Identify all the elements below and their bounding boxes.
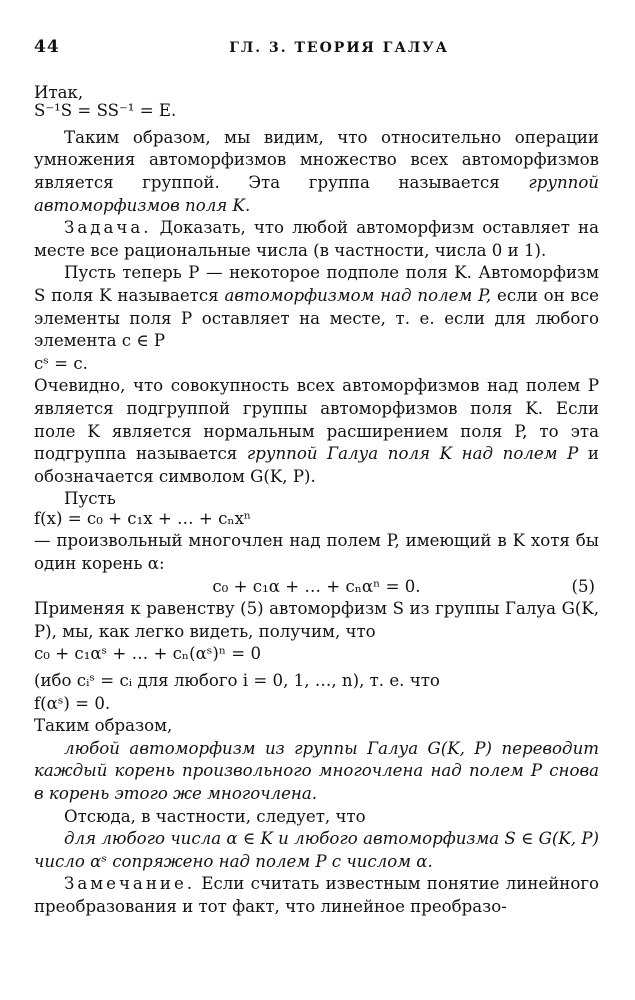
theorem-roots: любой автоморфизм из группы Галуа G(K, P) переводит каждый корень произвольного многочлена над полем P снова в корень этого же многочлена.	[34, 738, 599, 803]
paragraph-group-text: Таким образом, мы видим, что относительно операции умножения автоморфизмов множество всех автоморфизмов является группой. Эта группа называется	[34, 127, 599, 192]
running-header	[34, 36, 599, 60]
pust-line: Пусть	[64, 489, 116, 509]
paragraph-text-b: если он все элементы поля P оставляет на месте, т. е. если для любого элемента c ∈ P	[34, 285, 599, 351]
otsyuda-line: Отсюда, в частности, следует, что	[64, 806, 366, 826]
paragraph-zadacha	[34, 217, 599, 262]
paragraph-because: (ибо cᵢˢ = cᵢ для любого i = 0, 1, …, n), т. е. что	[34, 671, 440, 691]
paragraph-zamechanie	[34, 873, 599, 918]
paragraph-galois-group	[34, 375, 599, 488]
term-automorphism-over-field: автоморфизмом над полем P,	[224, 285, 492, 305]
paragraph-root: — произвольный многочлен над полем P, имеющий в K хотя бы один корень α:	[34, 531, 599, 574]
paragraph-automorphism-over-field	[34, 262, 599, 352]
formula-image-equation: c₀ + c₁αˢ + … + cₙ(αˢ)ⁿ = 0	[34, 644, 262, 664]
zadacha-label: Задача.	[64, 218, 152, 238]
itak-line: Итак,	[34, 82, 84, 102]
zamechanie-text: Если считать известным понятие линейного преобразования и тот факт, что линейное преобразо-	[34, 874, 599, 916]
paragraph-text-b: и обозначается символом G(K, P).	[34, 444, 599, 486]
paragraph-group	[34, 127, 599, 217]
paragraph-text-a: Пусть теперь P — некоторое подполе поля K. Автоморфизм S поля K называется	[34, 263, 599, 305]
term-galois-group: группой Галуа поля K над полем P	[246, 444, 579, 464]
formula-polynomial: f(x) = c₀ + c₁x + … + cₙxⁿ	[34, 508, 252, 528]
paragraph-apply-automorphism: Применяя к равенству (5) автоморфизм S из группы Галуа G(K, P), мы, как легко видеть, получим, что	[34, 599, 599, 641]
formula-fixed-element: cˢ = c.	[34, 353, 88, 373]
chapter-title: ГЛ. 3. ТЕОРИЯ ГАЛУА	[229, 40, 449, 56]
equation-5	[34, 576, 599, 599]
formula-root-image: f(αˢ) = 0.	[34, 693, 111, 713]
theorem-conjugate: для любого числа α ∈ K и любого автоморфизма S ∈ G(K, P) число αˢ сопряжено над полем P с числом α.	[34, 829, 599, 871]
equation-number: (5)	[571, 576, 595, 596]
formula-root-equation: c₀ + c₁α + … + cₙαⁿ = 0.	[212, 576, 421, 596]
paragraph-text-a: Очевидно, что совокупность всех автоморфизмов над полем P является подгруппой группы автоморфизмов поля K. Если поле K является нормальным расширением поля P, то эта подгруппа называется	[34, 376, 599, 464]
tak-obrazom-line: Таким образом,	[34, 716, 173, 736]
zadacha-text: Доказать, что любой автоморфизм оставляет на месте все рациональные числа (в частности, числа 0 и 1).	[34, 218, 599, 260]
formula-inverse: S⁻¹S = SS⁻¹ = E.	[34, 101, 177, 121]
zamechanie-label: Замечание.	[64, 874, 196, 894]
term-automorphism-group: группой автоморфизмов поля K.	[34, 172, 599, 215]
page-number: 44	[34, 37, 60, 57]
